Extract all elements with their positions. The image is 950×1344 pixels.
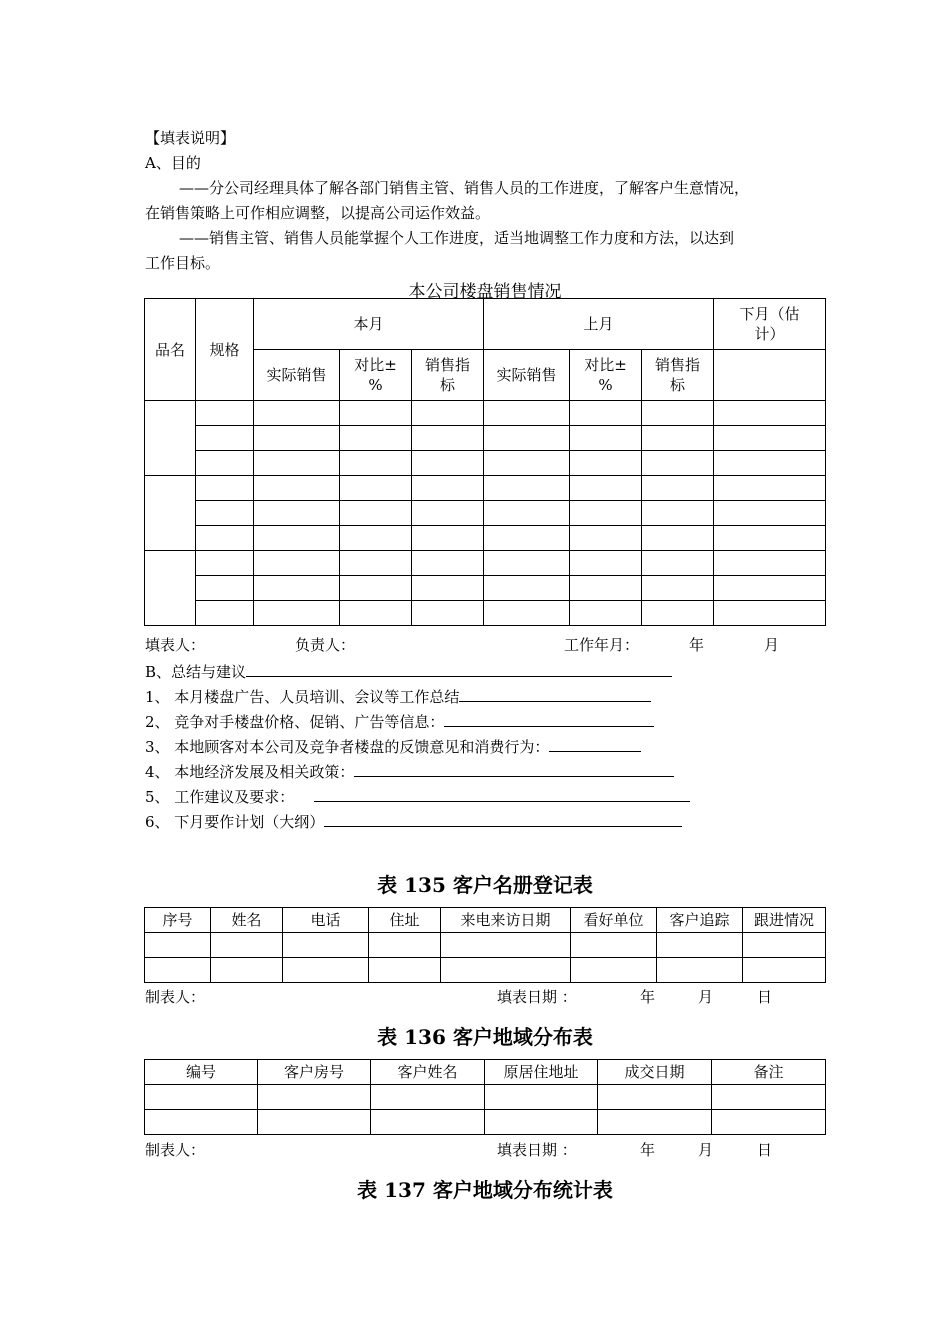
sales-table <box>144 298 826 626</box>
table-cell[interactable] <box>570 601 642 626</box>
header-next-empty <box>714 350 826 401</box>
purpose-paragraph-2-line-2: 工作目标。 <box>145 254 221 272</box>
table-cell[interactable] <box>412 426 484 451</box>
t135-year: 年 <box>640 988 656 1006</box>
table-cell[interactable] <box>211 958 283 983</box>
table-cell[interactable] <box>570 476 642 501</box>
t135-header-index: 序号 <box>145 908 211 933</box>
table-cell[interactable] <box>412 551 484 576</box>
table-cell[interactable] <box>570 401 642 426</box>
header-product: 品名 <box>145 299 196 401</box>
table-cell[interactable] <box>369 958 441 983</box>
product-cell[interactable] <box>145 401 196 476</box>
table-cell[interactable] <box>196 426 254 451</box>
table-cell[interactable] <box>412 451 484 476</box>
table-cell[interactable] <box>254 401 340 426</box>
table-cell[interactable] <box>283 958 369 983</box>
table-cell[interactable] <box>412 526 484 551</box>
summary-item-1-line <box>145 685 651 707</box>
table-cell[interactable] <box>196 576 254 601</box>
header-this-compare: 对比±% <box>340 350 412 401</box>
table-cell[interactable] <box>145 958 211 983</box>
table-cell[interactable] <box>642 576 714 601</box>
table-cell[interactable] <box>340 526 412 551</box>
table-cell[interactable] <box>714 576 826 601</box>
table-cell[interactable] <box>412 401 484 426</box>
table-cell[interactable] <box>412 576 484 601</box>
table-cell[interactable] <box>712 1110 826 1135</box>
summary-item-6-blank[interactable] <box>324 810 682 827</box>
t135-maker-label: 制表人： <box>145 988 206 1006</box>
table-cell[interactable] <box>571 933 657 958</box>
summary-item-5: 5、 工作建议及要求： <box>145 788 295 806</box>
table-cell[interactable] <box>484 426 570 451</box>
table-cell[interactable] <box>570 526 642 551</box>
table-cell[interactable] <box>657 958 743 983</box>
table-cell[interactable] <box>642 601 714 626</box>
table-cell[interactable] <box>340 451 412 476</box>
table-cell[interactable] <box>258 1110 371 1135</box>
t135-header-phone: 电话 <box>283 908 369 933</box>
table-cell[interactable] <box>714 401 826 426</box>
table-cell[interactable] <box>340 401 412 426</box>
table-cell[interactable] <box>484 451 570 476</box>
table-cell[interactable] <box>570 576 642 601</box>
summary-item-2: 2、 竞争对手楼盘价格、促销、广告等信息： <box>145 713 445 731</box>
t135-fill-date-label: 填表日期 ： <box>497 988 577 1006</box>
t136-header-room: 客户房号 <box>258 1060 371 1085</box>
table-cell[interactable] <box>254 501 340 526</box>
table-cell[interactable] <box>743 958 826 983</box>
t135-header-follow-up: 跟进情况 <box>743 908 826 933</box>
header-last-actual: 实际销售 <box>484 350 570 401</box>
table-cell[interactable] <box>254 526 340 551</box>
header-this-target: 销售指标 <box>412 350 484 401</box>
table-cell[interactable] <box>598 1085 712 1110</box>
table-cell[interactable] <box>642 526 714 551</box>
t135-header-visit-date: 来电来访日期 <box>441 908 571 933</box>
table-cell[interactable] <box>254 601 340 626</box>
header-this-month: 本月 <box>254 299 484 350</box>
summary-item-4-blank[interactable] <box>354 760 674 777</box>
purpose-paragraph-1-line-2: 在销售策略上可作相应调整，以提高公司运作效益。 <box>145 204 491 222</box>
table-cell[interactable] <box>642 551 714 576</box>
table-cell[interactable] <box>714 526 826 551</box>
table-cell[interactable] <box>441 933 571 958</box>
summary-item-6-line <box>145 810 682 832</box>
summary-item-5-blank[interactable] <box>314 785 690 802</box>
table-cell[interactable] <box>484 551 570 576</box>
table-cell[interactable] <box>484 476 570 501</box>
table-cell[interactable] <box>196 526 254 551</box>
table-cell[interactable] <box>371 1110 485 1135</box>
table-cell[interactable] <box>714 426 826 451</box>
summary-title-blank[interactable] <box>246 660 672 677</box>
work-period-label: 工作年月： <box>564 636 640 654</box>
table-cell[interactable] <box>254 476 340 501</box>
table-cell[interactable] <box>196 551 254 576</box>
summary-item-2-line <box>145 710 654 732</box>
table-cell[interactable] <box>196 501 254 526</box>
table-cell[interactable] <box>712 1085 826 1110</box>
table-cell[interactable] <box>642 476 714 501</box>
filler-label: 填表人： <box>145 636 206 654</box>
table-cell[interactable] <box>412 601 484 626</box>
sales-table-caption: 本公司楼盘销售情况 <box>408 282 562 302</box>
table-cell[interactable] <box>258 1085 371 1110</box>
table-136-title: 表 136 客户地域分布表 <box>377 1025 593 1049</box>
table-cell[interactable] <box>484 526 570 551</box>
summary-item-2-blank[interactable] <box>444 710 654 727</box>
t135-day: 日 <box>757 988 773 1006</box>
table-cell[interactable] <box>145 1110 258 1135</box>
t136-maker-label: 制表人： <box>145 1141 206 1159</box>
table-cell[interactable] <box>642 451 714 476</box>
table-cell[interactable] <box>254 576 340 601</box>
product-cell[interactable] <box>145 551 196 626</box>
table-cell[interactable] <box>254 451 340 476</box>
t135-header-tracking: 客户追踪 <box>657 908 743 933</box>
table-cell[interactable] <box>570 551 642 576</box>
table-cell[interactable] <box>412 476 484 501</box>
table-136 <box>144 1059 826 1135</box>
table-cell[interactable] <box>340 601 412 626</box>
summary-item-3: 3、 本地顾客对本公司及竞争者楼盘的反馈意见和消费行为： <box>145 738 550 756</box>
table-cell[interactable] <box>441 958 571 983</box>
table-cell[interactable] <box>485 1085 598 1110</box>
summary-item-4-line <box>145 760 674 782</box>
table-135 <box>144 907 826 983</box>
t136-month: 月 <box>698 1141 714 1159</box>
table-cell[interactable] <box>570 501 642 526</box>
table-cell[interactable] <box>145 1085 258 1110</box>
table-cell[interactable] <box>484 576 570 601</box>
table-cell[interactable] <box>485 1110 598 1135</box>
table-cell[interactable] <box>340 501 412 526</box>
table-cell[interactable] <box>283 933 369 958</box>
table-cell[interactable] <box>340 576 412 601</box>
table-cell[interactable] <box>196 601 254 626</box>
summary-title: B、总结与建议 <box>145 663 247 681</box>
table-cell[interactable] <box>340 476 412 501</box>
table-cell[interactable] <box>371 1085 485 1110</box>
t136-day: 日 <box>757 1141 773 1159</box>
table-cell[interactable] <box>743 933 826 958</box>
work-period-year: 年 <box>689 636 705 654</box>
table-137-title: 表 137 客户地域分布统计表 <box>357 1178 613 1202</box>
summary-item-1: 1、 本月楼盘广告、人员培训、会议等工作总结 <box>145 688 460 706</box>
table-cell[interactable] <box>484 401 570 426</box>
t136-header-number: 编号 <box>145 1060 258 1085</box>
work-period-month: 月 <box>764 636 780 654</box>
purpose-label: A、目的 <box>145 154 201 172</box>
t136-year: 年 <box>640 1141 656 1159</box>
table-cell[interactable] <box>714 476 826 501</box>
purpose-paragraph-1-line-1: ——分公司经理具体了解各部门销售主管、销售人员的工作进度，了解客户生意情况， <box>179 179 750 197</box>
table-cell[interactable] <box>484 601 570 626</box>
t135-header-preferred-unit: 看好单位 <box>571 908 657 933</box>
t136-fill-date-label: 填表日期 ： <box>497 1141 577 1159</box>
table-cell[interactable] <box>369 933 441 958</box>
header-last-month: 上月 <box>484 299 714 350</box>
t135-month: 月 <box>698 988 714 1006</box>
table-cell[interactable] <box>570 451 642 476</box>
t136-header-customer-name: 客户姓名 <box>371 1060 485 1085</box>
table-cell[interactable] <box>145 933 211 958</box>
summary-item-5-line <box>145 785 690 807</box>
table-cell[interactable] <box>196 451 254 476</box>
t136-header-original-address: 原居住地址 <box>485 1060 598 1085</box>
table-cell[interactable] <box>657 933 743 958</box>
table-cell[interactable] <box>598 1110 712 1135</box>
table-cell[interactable] <box>570 426 642 451</box>
table-cell[interactable] <box>340 426 412 451</box>
manager-label: 负责人： <box>295 636 356 654</box>
summary-item-4: 4、 本地经济发展及相关政策： <box>145 763 355 781</box>
table-cell[interactable] <box>642 401 714 426</box>
table-cell[interactable] <box>714 601 826 626</box>
table-cell[interactable] <box>714 551 826 576</box>
table-cell[interactable] <box>412 501 484 526</box>
header-last-target: 销售指标 <box>642 350 714 401</box>
table-cell[interactable] <box>340 551 412 576</box>
table-cell[interactable] <box>254 426 340 451</box>
table-cell[interactable] <box>254 551 340 576</box>
table-cell[interactable] <box>714 501 826 526</box>
table-cell[interactable] <box>642 501 714 526</box>
summary-item-3-blank[interactable] <box>549 735 641 752</box>
summary-item-6: 6、 下月要作计划（大纲） <box>145 813 325 831</box>
t135-header-name: 姓名 <box>211 908 283 933</box>
header-this-actual: 实际销售 <box>254 350 340 401</box>
t136-header-deal-date: 成交日期 <box>598 1060 712 1085</box>
summary-title-line <box>145 660 672 682</box>
purpose-paragraph-2-line-1: ——销售主管、销售人员能掌握个人工作进度，适当地调整工作力度和方法，以达到 <box>179 229 735 247</box>
header-spec: 规格 <box>196 299 254 401</box>
table-135-title: 表 135 客户名册登记表 <box>377 873 593 897</box>
t136-header-remarks: 备注 <box>712 1060 826 1085</box>
table-cell[interactable] <box>484 501 570 526</box>
instructions-title: 【填表说明】 <box>145 129 236 147</box>
table-cell[interactable] <box>196 401 254 426</box>
table-cell[interactable] <box>714 451 826 476</box>
header-next-month: 下月（估计） <box>714 299 826 350</box>
header-last-compare: 对比±% <box>570 350 642 401</box>
product-cell[interactable] <box>145 476 196 551</box>
table-cell[interactable] <box>196 476 254 501</box>
summary-item-3-line <box>145 735 641 757</box>
table-cell[interactable] <box>642 426 714 451</box>
table-cell[interactable] <box>571 958 657 983</box>
summary-item-1-blank[interactable] <box>459 685 651 702</box>
t135-header-address: 住址 <box>369 908 441 933</box>
table-cell[interactable] <box>211 933 283 958</box>
